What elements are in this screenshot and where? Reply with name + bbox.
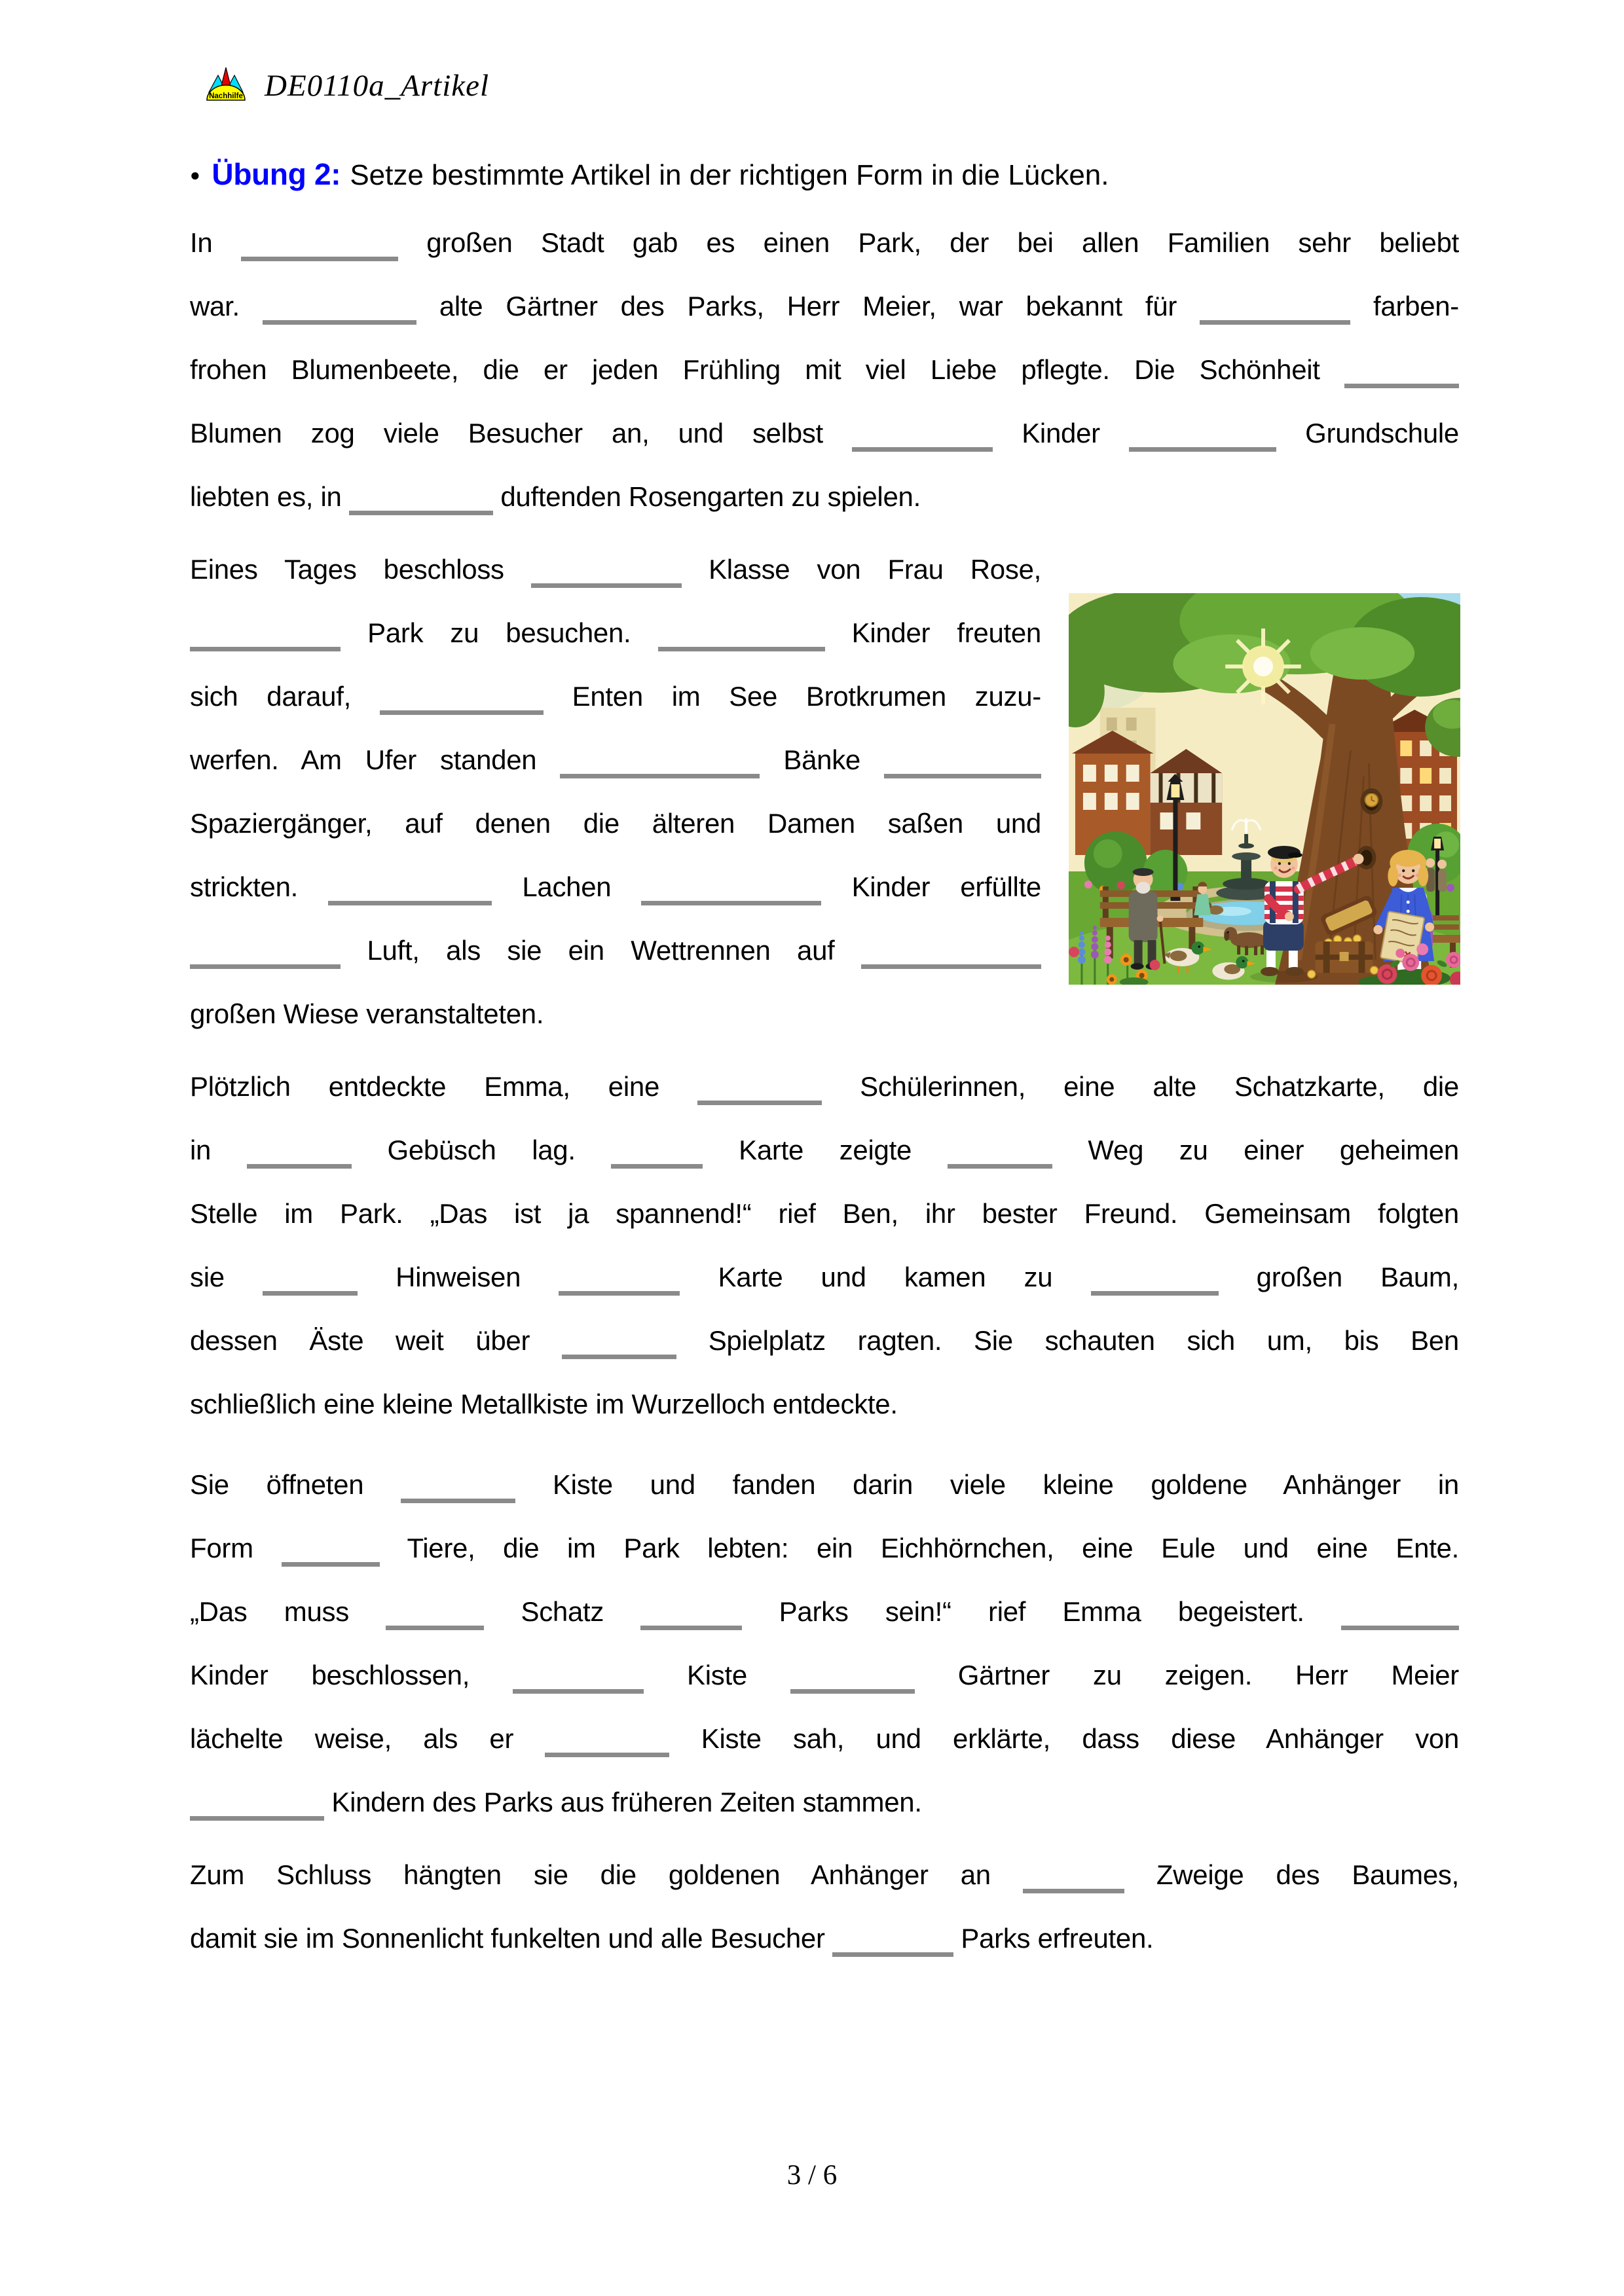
blank-answer-line[interactable]	[1344, 382, 1459, 388]
text-line	[190, 1055, 1459, 1118]
blank-answer-line[interactable]	[401, 1497, 515, 1503]
text-run: Kinder erfüllte	[821, 871, 1041, 902]
blank-answer-line[interactable]	[190, 1815, 324, 1821]
text-run: Kinder beschlossen,	[190, 1660, 513, 1690]
text-line	[190, 665, 1041, 728]
text-line	[190, 538, 1041, 601]
blank-answer-line[interactable]	[349, 509, 493, 515]
text-run: Stelle im Park. „Das ist ja spannend!“ rief Ben, ihr bester Freund. Gemeinsam folgten	[190, 1198, 1459, 1229]
blank-answer-line[interactable]	[263, 319, 416, 325]
blank-answer-line[interactable]	[1341, 1624, 1459, 1630]
bullet-icon: ●	[190, 165, 200, 185]
blank-answer-line[interactable]	[640, 1624, 742, 1630]
blank-answer-line[interactable]	[531, 582, 682, 588]
text-run: In	[190, 227, 241, 258]
text-run: Karte zeigte	[703, 1135, 948, 1165]
text-run: Kiste	[644, 1660, 790, 1690]
text-line	[190, 792, 1041, 855]
text-run: Tiere, die im Park lebten: ein Eichhörnchen, eine Eule und eine Ente.	[379, 1533, 1459, 1563]
text-run: Luft, als sie ein Wettrennen auf	[341, 935, 861, 966]
text-run: war.	[190, 291, 263, 321]
text-run: Schülerinnen, eine alte Schatzkarte, die	[822, 1071, 1459, 1102]
blank-answer-line[interactable]	[545, 1751, 669, 1757]
text-line	[190, 465, 1459, 528]
blank-answer-line[interactable]	[559, 1290, 680, 1296]
text-run: sich darauf,	[190, 681, 380, 712]
nachhilfe-logo	[206, 65, 246, 105]
paragraphs	[190, 211, 1459, 1970]
blank-answer-line[interactable]	[697, 1099, 822, 1105]
text-run: Klasse von Frau Rose,	[681, 554, 1041, 585]
text-run: Parks sein!“ rief Emma begeistert.	[742, 1596, 1341, 1627]
paragraph	[190, 1055, 1459, 1436]
text-line	[190, 1707, 1459, 1770]
text-run: Kiste sah, und erklärte, dass diese Anhänger von	[669, 1723, 1460, 1754]
text-line	[190, 1182, 1459, 1245]
text-line	[190, 401, 1459, 465]
text-run: großen Stadt gab es einen Park, der bei allen Familien sehr beliebt	[397, 227, 1459, 258]
text-run: Grundschule	[1276, 418, 1459, 448]
paragraph	[190, 538, 1041, 1046]
text-run: Lachen	[492, 871, 642, 902]
text-run: Gärtner zu zeigen. Herr Meier	[914, 1660, 1459, 1690]
blank-answer-line[interactable]	[1091, 1290, 1219, 1296]
text-line	[190, 1580, 1459, 1643]
blank-answer-line[interactable]	[790, 1688, 915, 1694]
text-line	[190, 1453, 1459, 1516]
blank-answer-line[interactable]	[1023, 1887, 1124, 1893]
text-run: großen Wiese veranstalteten.	[190, 998, 544, 1029]
text-run: Gebüsch lag.	[351, 1135, 612, 1165]
text-run: Zum Schluss hängten sie die goldenen Anhänger an	[190, 1859, 1023, 1890]
text-run: strickten.	[190, 871, 329, 902]
blank-answer-line[interactable]	[282, 1561, 380, 1567]
blank-answer-line[interactable]	[328, 900, 492, 905]
text-line	[190, 728, 1041, 792]
blank-answer-line[interactable]	[948, 1163, 1052, 1169]
text-run: farben-	[1350, 291, 1459, 321]
text-run: alte Gärtner des Parks, Herr Meier, war bekannt für	[416, 291, 1200, 321]
text-run: Zweige des Baumes,	[1124, 1859, 1459, 1890]
page-number: 3 / 6	[786, 2160, 838, 2191]
text-run: Enten im See Brotkrumen zuzu-	[543, 681, 1041, 712]
text-run: Spielplatz ragten. Sie schauten sich um, bis Ben	[676, 1325, 1459, 1356]
text-line	[190, 274, 1459, 338]
blank-answer-line[interactable]	[247, 1163, 352, 1169]
text-line	[190, 982, 1041, 1046]
blank-answer-line[interactable]	[1200, 319, 1350, 325]
text-line	[190, 1906, 1459, 1970]
text-run: Weg zu einer geheimen	[1052, 1135, 1459, 1165]
text-run: „Das muss	[190, 1596, 386, 1627]
blank-answer-line[interactable]	[190, 963, 341, 969]
text-run: Hinweisen	[357, 1262, 559, 1292]
text-run: Kinder freuten	[824, 617, 1041, 648]
text-line	[190, 1372, 1459, 1436]
logo-text: Nachhilfe	[209, 92, 243, 100]
text-line	[190, 1770, 1459, 1834]
blank-answer-line[interactable]	[386, 1624, 484, 1630]
text-run: Blumen zog viele Besucher an, und selbst	[190, 418, 853, 448]
text-run: Form	[190, 1533, 282, 1563]
worksheet-body	[190, 156, 1459, 1979]
text-line	[190, 1843, 1459, 1906]
text-run: Schatz	[484, 1596, 641, 1627]
park-illustration	[1069, 593, 1460, 985]
text-run: Kinder	[993, 418, 1129, 448]
text-line	[190, 1643, 1459, 1707]
mountain-logo-icon	[206, 65, 246, 105]
text-run: Plötzlich entdeckte Emma, eine	[190, 1071, 698, 1102]
blank-answer-line[interactable]	[852, 446, 993, 452]
text-line	[190, 1118, 1459, 1182]
exercise-heading	[190, 156, 1459, 194]
paragraph	[190, 1453, 1459, 1834]
text-run: Park zu besuchen.	[341, 617, 658, 648]
blank-answer-line[interactable]	[380, 709, 544, 715]
text-run: damit sie im Sonnenlicht funkelten und alle Besucher	[190, 1923, 833, 1954]
text-run: Sie öffneten	[190, 1469, 401, 1500]
text-run: Bänke	[760, 744, 884, 775]
text-line	[190, 1516, 1459, 1580]
document-title: DE0110a_Artikel	[265, 69, 490, 103]
blank-answer-line[interactable]	[263, 1290, 358, 1296]
text-run: Kindern des Parks aus früheren Zeiten stammen.	[324, 1787, 922, 1817]
text-run: werfen. Am Ufer standen	[190, 744, 561, 775]
blank-answer-line[interactable]	[658, 646, 825, 651]
text-run: lächelte weise, als er	[190, 1723, 545, 1754]
blank-answer-line[interactable]	[190, 646, 341, 651]
blank-answer-line[interactable]	[513, 1688, 644, 1694]
paragraph	[190, 211, 1459, 528]
text-line	[190, 601, 1041, 665]
blank-answer-line[interactable]	[560, 773, 760, 778]
text-run: Kiste und fanden darin viele kleine goldene Anhänger in	[515, 1469, 1459, 1500]
text-run: großen Baum,	[1218, 1262, 1459, 1292]
text-run: frohen Blumenbeete, die er jeden Frühling mit viel Liebe pflegte. Die Schönheit	[190, 354, 1344, 385]
text-run: Spaziergänger, auf denen die älteren Damen saßen und	[190, 808, 1041, 839]
exercise-instruction: Setze bestimmte Artikel in der richtigen Form in die Lücken.	[350, 159, 1109, 191]
text-run: sie	[190, 1262, 263, 1292]
exercise-label: Übung 2:	[212, 157, 341, 191]
blank-answer-line[interactable]	[562, 1353, 676, 1359]
blank-answer-line[interactable]	[861, 963, 1041, 969]
blank-answer-line[interactable]	[241, 255, 398, 261]
text-run: Eines Tages beschloss	[190, 554, 531, 585]
text-run: Karte und kamen zu	[680, 1262, 1091, 1292]
text-run: duftenden Rosengarten zu spielen.	[493, 481, 921, 512]
blank-answer-line[interactable]	[1129, 446, 1276, 452]
text-run: schließlich eine kleine Metallkiste im Wurzelloch entdeckte.	[190, 1389, 898, 1419]
text-run: Parks erfreuten.	[953, 1923, 1154, 1954]
blank-answer-line[interactable]	[611, 1163, 703, 1169]
text-run: dessen Äste weit über	[190, 1325, 562, 1356]
blank-answer-line[interactable]	[641, 900, 821, 905]
text-run: in	[190, 1135, 247, 1165]
text-line	[190, 338, 1459, 401]
blank-answer-line[interactable]	[832, 1951, 953, 1957]
text-line	[190, 211, 1459, 274]
blank-answer-line[interactable]	[884, 773, 1041, 778]
text-line	[190, 919, 1041, 982]
text-run: liebten es, in	[190, 481, 349, 512]
text-line	[190, 855, 1041, 919]
text-line	[190, 1245, 1459, 1309]
paragraph	[190, 1843, 1459, 1970]
text-line	[190, 1309, 1459, 1372]
